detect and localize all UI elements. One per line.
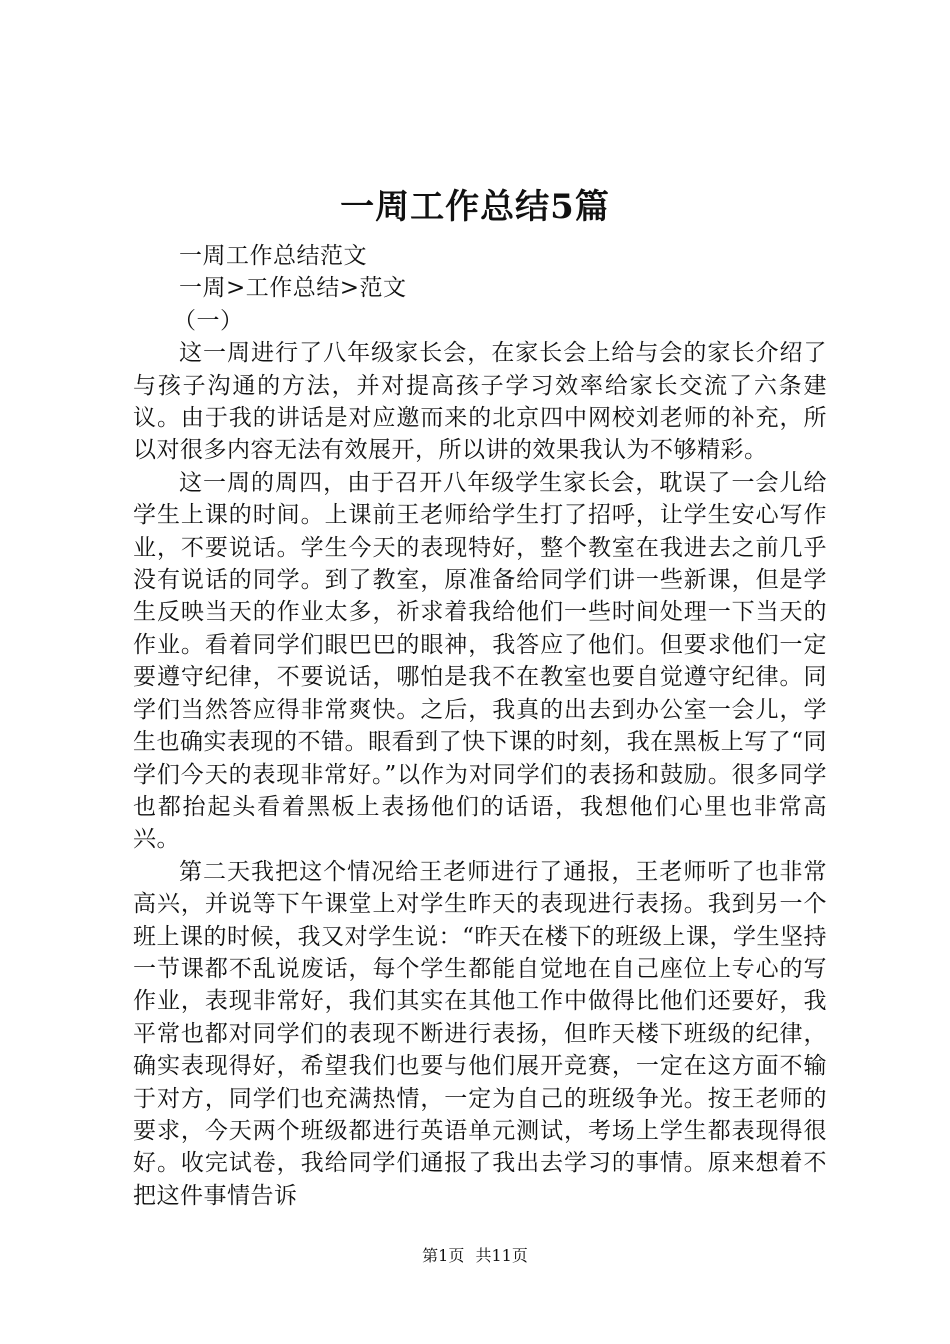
paragraph-1: 这一周进行了八年级家长会，在家长会上给与会的家长介绍了与孩子沟通的方法，并对提高孩子学习效率给家长交流了六条建议。由于我的讲话是对应邀而来的北京四中网校刘老师的补充，所以对很多内容无法有效展开，所以讲的效果我认为不够精彩。 [133, 340, 827, 464]
subtitle-line-1: 一周工作总结范文 [179, 243, 367, 269]
paragraph-3: 第二天我把这个情况给王老师进行了通报，王老师听了也非常高兴，并说等下午课堂上对学生昨天的表现进行表扬。我到另一个班上课的时候，我又对学生说：“昨天在楼下的班级上课，学生坚持一节课都不乱说废话，每个学生都能自觉地在自己座位上专心的写作业，表现非常好，我们其实在其他工作中做得比他们还要好，我平常也都对同学们的表现不断进行表扬，但昨天楼下班级的纪律，确实表现得好，希望我们也要与他们展开竞赛，一定在这方面不输于对方，同学们也充满热情，一定为自己的班级争光。按王老师的要求，今天两个班级都进行英语单元测试，考场上学生都表现得很好。收完试卷，我给同学们通报了我出去学习的事情。原来想着不把这件事情告诉 [133, 858, 827, 1209]
page-total: 共11页 [475, 1246, 528, 1265]
section-marker: （一） [173, 307, 244, 334]
document-body [133, 240, 827, 1212]
subtitle-line-2: 一周>工作总结>范文 [179, 275, 407, 302]
page-number: 第1页 [422, 1246, 465, 1265]
document-title: 一周工作总结5篇 [340, 187, 610, 227]
paragraph-2: 这一周的周四，由于召开八年级学生家长会，耽误了一会儿给学生上课的时间。上课前王老师给学生打了招呼，让学生安心写作业，不要说话。学生今天的表现特好，整个教室在我进去之前几乎没有说话的同学。到了教室，原准备给同学们讲一些新课，但是学生反映当天的作业太多，祈求着我给他们一些时间处理一下当天的作业。看着同学们眼巴巴的眼神，我答应了他们。但要求他们一定要遵守纪律，不要说话，哪怕是我不在教室也要自觉遵守纪律。同学们当然答应得非常爽快。之后，我真的出去到办公室一会儿，学生也确实表现的不错。眼看到了快下课的时刻，我在黑板上写了“同学们今天的表现非常好。”以作为对同学们的表扬和鼓励。很多同学也都抬起头看着黑板上表扬他们的话语，我想他们心里也非常高兴。 [133, 469, 827, 853]
page-footer [0, 1245, 950, 1267]
